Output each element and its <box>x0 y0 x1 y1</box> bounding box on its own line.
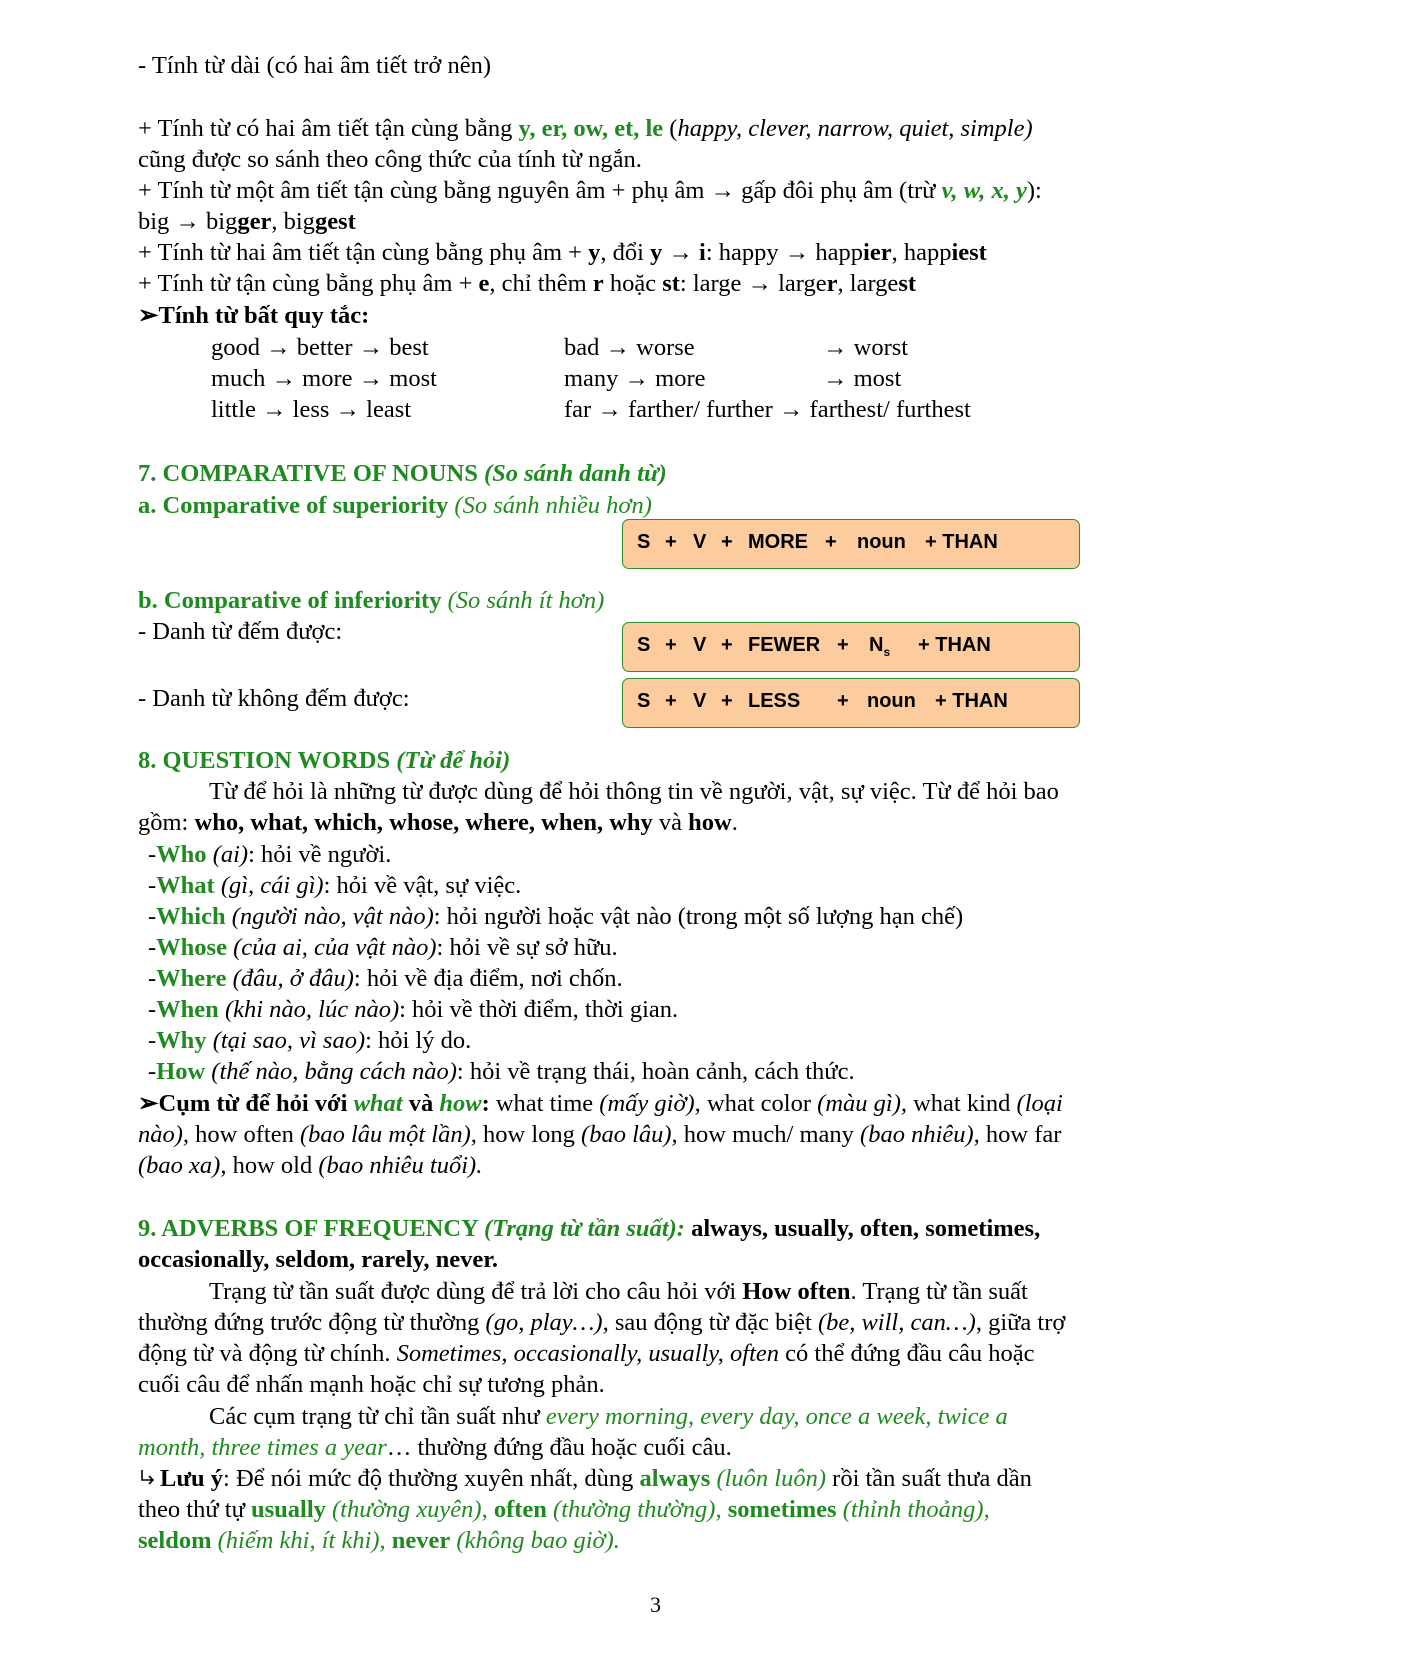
word: Where <box>156 965 227 992</box>
text: sau động từ đặc biệt <box>608 1309 818 1336</box>
meaning: (bao lâu), <box>581 1121 678 1148</box>
adverb: usually <box>250 1496 326 1523</box>
question-word-item: -When (khi nào, lúc nào): hỏi về thời điểm, thời gian. <box>148 996 679 1023</box>
text: ( <box>663 115 678 142</box>
heading-section-8 <box>138 745 510 777</box>
paragraph-8-line2 <box>138 807 738 839</box>
example: (go, play…), <box>485 1309 609 1336</box>
text: Trạng từ tần suất được dùng để trả lời cho câu hỏi với <box>209 1278 743 1305</box>
text: thường đứng trước động từ thường <box>138 1309 486 1336</box>
note-line1 <box>138 1463 1032 1495</box>
letter: y <box>588 239 601 266</box>
question-word-item: -Whose (của ai, của vật nào): hỏi về sự sở hữu. <box>148 934 618 961</box>
paragraph-9-line1 <box>209 1276 1028 1308</box>
word: How <box>156 1058 206 1085</box>
formula-plus: + <box>837 634 849 656</box>
formula-fewer-than <box>622 622 1080 672</box>
meaning: (bao nhiêu), <box>860 1121 980 1148</box>
adverb: sometimes <box>721 1496 837 1523</box>
text: gồm: <box>138 809 195 836</box>
keyword-how: how <box>439 1090 482 1117</box>
description: : hỏi về vật, sự việc. <box>323 872 522 899</box>
keyword-what: what <box>353 1090 403 1117</box>
title-vi: (Trạng từ tần suất): <box>483 1215 685 1242</box>
title: 7. COMPARATIVE OF NOUNS <box>138 460 484 487</box>
word: Which <box>156 903 226 930</box>
formula-noun: noun <box>857 531 906 553</box>
question-word-item: -Where (đâu, ở đâu): hỏi về địa điểm, nơi chốn. <box>148 965 623 992</box>
text: ➢Tính từ bất quy tắc: <box>138 302 370 329</box>
meaning: (bao xa), <box>138 1152 227 1179</box>
formula-keyword: LESS <box>748 690 801 712</box>
title-vi: (So sánh nhiều hơn) <box>454 492 652 519</box>
meaning: (mấy giờ), <box>599 1090 701 1117</box>
text: , chỉ thêm <box>489 270 593 297</box>
word: What <box>156 872 215 899</box>
paragraph-9-line2 <box>138 1307 1065 1339</box>
meaning: (ai) <box>206 841 249 868</box>
adverb-list: always, usually, often, sometimes, <box>684 1215 1041 1242</box>
description: : hỏi về người. <box>248 841 392 868</box>
formula-keyword: MORE <box>748 531 808 553</box>
text: động từ và động từ chính. <box>138 1340 397 1367</box>
formula-more-than <box>622 519 1080 569</box>
word: When <box>156 996 219 1023</box>
meaning: (người nào, vật nào) <box>225 903 434 930</box>
formula-plus: + <box>721 690 733 712</box>
phrase: what kind <box>906 1090 1017 1117</box>
meaning: (hiếm khi, ít khi), <box>211 1527 386 1554</box>
paragraph-9-line4 <box>138 1369 605 1401</box>
page-number: 3 <box>650 1592 661 1617</box>
irr-worst: → worst <box>823 334 909 361</box>
text: - Danh từ đếm được: <box>138 618 343 645</box>
example-big <box>138 206 356 238</box>
meaning: (gì, cái gì) <box>214 872 324 899</box>
examples: happy, clever, narrow, quiet, simple) <box>677 115 1033 142</box>
description: : hỏi lý do. <box>365 1027 472 1054</box>
formula-less-than <box>622 678 1080 728</box>
adverb: never <box>385 1527 451 1554</box>
text: . <box>731 809 738 836</box>
rule-double-consonant <box>138 175 1042 207</box>
text: cũng được so sánh theo công thức của tính từ ngắn. <box>138 146 642 173</box>
text: theo thứ tự <box>138 1496 251 1523</box>
meaning: (tại sao, vì sao) <box>206 1027 366 1054</box>
phrases-line2 <box>138 1119 1061 1151</box>
paragraph-9-line3 <box>138 1338 1035 1370</box>
title-vi: (So sánh danh từ) <box>483 460 667 487</box>
formula-plus: + <box>825 531 837 553</box>
phrase: what time <box>489 1090 600 1117</box>
formula-than: + THAN <box>918 634 991 656</box>
question-words: who, what, which, whose, where, when, why <box>194 809 653 836</box>
description: : hỏi về địa điểm, nơi chốn. <box>353 965 623 992</box>
formula-plus: + <box>721 531 733 553</box>
heading-section-7 <box>138 458 667 490</box>
phrases-line3 <box>138 1150 482 1182</box>
text: : Để nói mức độ thường xuyên nhất, dùng <box>223 1465 640 1492</box>
title-vi: (So sánh ít hơn) <box>447 587 605 614</box>
text: và <box>652 809 689 836</box>
label-countable <box>138 616 342 648</box>
exceptions: v, w, x, y <box>941 177 1027 204</box>
text: , giữa trợ <box>975 1309 1066 1336</box>
suffix: r <box>826 270 838 297</box>
description: : hỏi người hoặc vật nào (trong một số lượng hạn chế) <box>433 903 964 930</box>
text: + Tính từ tận cùng bằng phụ âm + <box>138 270 479 297</box>
meaning: (bao lâu một lần), <box>299 1121 477 1148</box>
meaning: (không bao giờ). <box>450 1527 620 1554</box>
meaning: (luôn luôn) <box>710 1465 827 1492</box>
phrase: how old <box>226 1152 319 1179</box>
meaning: (đâu, ở đâu) <box>226 965 354 992</box>
label: ➢Cụm từ để hỏi với <box>138 1090 354 1117</box>
question-word-item: -Who (ai): hỏi về người. <box>148 841 392 868</box>
word: Why <box>156 1027 207 1054</box>
adverb: often <box>487 1496 547 1523</box>
formula-than: + THAN <box>925 531 998 553</box>
phrase: what color <box>700 1090 818 1117</box>
letter: r <box>592 270 604 297</box>
text: + Tính từ hai âm tiết tận cùng bằng phụ âm + <box>138 239 589 266</box>
endings: y, er, ow, et, le <box>518 115 664 142</box>
label: : <box>481 1090 490 1117</box>
example: Sometimes, occasionally, usually, often <box>396 1340 780 1367</box>
question-word-how: how <box>688 809 732 836</box>
label-uncountable <box>138 683 410 715</box>
irr-little: little → less → least <box>211 396 412 423</box>
question-word-item: -Why (tại sao, vì sao): hỏi lý do. <box>148 1027 472 1054</box>
rule-y-to-i <box>138 237 987 269</box>
formula-plus: + <box>721 634 733 656</box>
text: rồi tần suất thưa dần <box>826 1465 1032 1492</box>
phrases-line1 <box>138 1088 1063 1120</box>
irr-most: → most <box>823 365 902 392</box>
question-word-item: -Which (người nào, vật nào): hỏi người hoặc vật nào (trong một số lượng hạn chế) <box>148 903 964 930</box>
heading-7a <box>138 490 652 522</box>
description: : hỏi về trạng thái, hoàn cảnh, cách thức. <box>456 1058 855 1085</box>
description: : hỏi về sự sở hữu. <box>436 934 618 961</box>
formula-v: V <box>693 531 707 553</box>
phrase: how often <box>189 1121 300 1148</box>
text: cuối câu để nhấn mạnh hoặc chỉ sự tương phản. <box>138 1371 605 1398</box>
letter: i <box>699 239 706 266</box>
irr-many: many → more <box>564 365 706 392</box>
letter: y <box>650 239 663 266</box>
line-long-adjectives <box>138 50 491 82</box>
text: . Trạng từ tần suất <box>850 1278 1028 1305</box>
text: , đổi <box>600 239 651 266</box>
text: - Danh từ không đếm được: <box>138 685 410 712</box>
paragraph-8-line1 <box>209 776 1059 808</box>
text: có thể đứng đầu câu hoặc <box>779 1340 1035 1367</box>
formula-plus: + <box>837 690 849 712</box>
formula-s: S <box>637 531 651 553</box>
adverb: seldom <box>138 1527 212 1554</box>
paragraph-9-line6 <box>138 1432 732 1464</box>
formula-ns <box>869 634 890 659</box>
meaning: (màu gì), <box>817 1090 907 1117</box>
meaning: (thường thường), <box>546 1496 722 1523</box>
heading-section-9 <box>138 1213 1040 1245</box>
title: 9. ADVERBS OF FREQUENCY <box>138 1215 484 1242</box>
text: : large → large <box>679 270 827 297</box>
text: … thường đứng đầu hoặc cuối câu. <box>386 1434 732 1461</box>
formula-keyword: FEWER <box>748 634 821 656</box>
suffix: ier <box>863 239 892 266</box>
irr-bad: bad → worse <box>564 334 695 361</box>
formula-s: S <box>637 690 651 712</box>
letter: e <box>478 270 490 297</box>
rule-two-syllable <box>138 113 1033 145</box>
meaning: (khi nào, lúc nào) <box>218 996 400 1023</box>
suffix: ger <box>237 208 272 235</box>
paragraph-9-line5 <box>209 1401 1008 1433</box>
question-word-item: -How (thế nào, bằng cách nào): hỏi về trạng thái, hoàn cảnh, cách thức. <box>148 1058 855 1085</box>
formula-than: + THAN <box>935 690 1008 712</box>
formula-plus: + <box>665 634 677 656</box>
title: a. Comparative of superiority <box>138 492 455 519</box>
formula-v: V <box>693 634 707 656</box>
irr-much: much → more → most <box>211 365 437 392</box>
heading-section-9-cont <box>138 1244 498 1276</box>
example: month, three times a year <box>138 1434 387 1461</box>
suffix: gest <box>314 208 356 235</box>
formula-plus: + <box>665 690 677 712</box>
text: + Tính từ có hai âm tiết tận cùng bằng <box>138 115 519 142</box>
adverb-list: occasionally, seldom, rarely, never. <box>138 1246 498 1273</box>
meaning: (loại <box>1016 1090 1063 1117</box>
word: Whose <box>156 934 227 961</box>
adverb: always <box>639 1465 711 1492</box>
text: → <box>662 239 700 266</box>
irr-far: far → farther/ further → farthest/ furthest <box>564 396 971 423</box>
meaning: (của ai, của vật nào) <box>226 934 437 961</box>
rule-two-syllable-cont <box>138 144 642 176</box>
meaning: (thường xuyên), <box>325 1496 488 1523</box>
meaning: (thỉnh thoảng), <box>836 1496 990 1523</box>
meaning: nào), <box>138 1121 190 1148</box>
suffix: iest <box>951 239 987 266</box>
heading-irregular <box>138 300 369 332</box>
example: every morning, every day, once a week, twice a <box>545 1403 1008 1430</box>
text: , happ <box>891 239 952 266</box>
question-word-item: -What (gì, cái gì): hỏi về vật, sự việc. <box>148 872 522 899</box>
suffix: st <box>898 270 917 297</box>
phrase: how far <box>979 1121 1062 1148</box>
rule-e-ending <box>138 268 916 300</box>
formula-s: S <box>637 634 651 656</box>
text: Từ để hỏi là những từ được dùng để hỏi thông tin về người, vật, sự việc. Từ để hỏi bao <box>209 778 1059 805</box>
formula-n: N <box>869 634 884 656</box>
text: : happy → happ <box>705 239 864 266</box>
example: (be, will, can…) <box>817 1309 976 1336</box>
meaning: (thế nào, bằng cách nào) <box>205 1058 457 1085</box>
phrase: how long <box>476 1121 582 1148</box>
title: b. Comparative of inferiority <box>138 587 448 614</box>
keyword: How often <box>742 1278 851 1305</box>
formula-noun: noun <box>867 690 916 712</box>
formula-subscript: s <box>883 645 891 659</box>
description: : hỏi về thời điểm, thời gian. <box>399 996 679 1023</box>
note-label: Lưu ý <box>160 1465 224 1492</box>
text: hoặc <box>603 270 663 297</box>
irr-good: good → better → best <box>211 334 429 361</box>
text: big → big <box>138 208 238 235</box>
meaning: (bao nhiêu tuổi). <box>318 1152 483 1179</box>
note-arrow-icon <box>138 1463 160 1495</box>
text: , large <box>837 270 899 297</box>
note-line3 <box>138 1525 620 1557</box>
title-vi: (Từ để hỏi) <box>396 747 511 774</box>
formula-plus: + <box>665 531 677 553</box>
text: ): <box>1026 177 1042 204</box>
phrase: how much/ many <box>677 1121 861 1148</box>
title: 8. QUESTION WORDS <box>138 747 397 774</box>
text: + Tính từ một âm tiết tận cùng bằng nguyên âm + phụ âm → gấp đôi phụ âm (trừ <box>138 177 942 204</box>
letter: st <box>662 270 680 297</box>
label: và <box>402 1090 440 1117</box>
text: Các cụm trạng từ chỉ tần suất như <box>209 1403 546 1430</box>
text: , big <box>271 208 315 235</box>
word: Who <box>156 841 207 868</box>
formula-v: V <box>693 690 707 712</box>
text: - Tính từ dài (có hai âm tiết trở nên) <box>138 52 492 79</box>
note-line2 <box>138 1494 990 1526</box>
heading-7b <box>138 585 604 617</box>
